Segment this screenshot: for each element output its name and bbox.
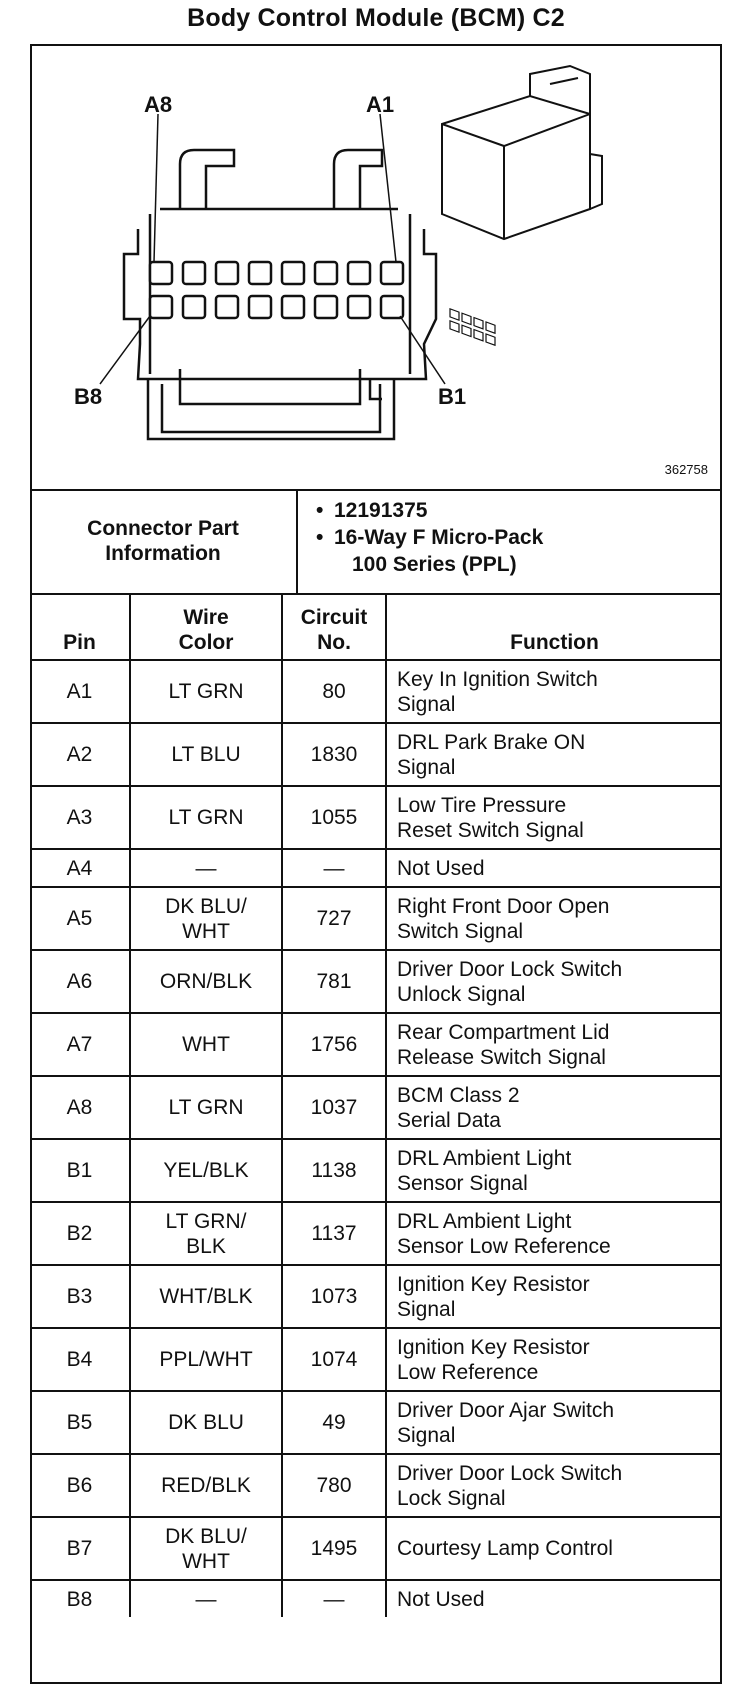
pin-cell-text: B2 (66, 1222, 93, 1245)
function-cell (386, 1265, 722, 1328)
function-cell-text: DRL Ambient Light (397, 1146, 572, 1170)
circuit-cell-text: 781 (316, 970, 352, 993)
circuit-cell-text: 727 (316, 907, 352, 930)
pin-cell-text: A6 (66, 970, 93, 993)
wire-color-cell-text: — (195, 1587, 217, 1611)
function-cell-text: Driver Door Ajar Switch (397, 1398, 615, 1422)
pin-cell (30, 1265, 130, 1328)
pin-cell-text: B7 (66, 1537, 93, 1560)
circuit-cell (282, 1013, 386, 1076)
function-cell-text: Sensor Signal (397, 1171, 528, 1195)
pin-cell (30, 1013, 130, 1076)
table-row (30, 1580, 722, 1617)
wire-color-cell-text: BLK (186, 1234, 226, 1258)
page-title: Body Control Module (BCM) C2 (187, 4, 565, 32)
wire-color-cell-text: DK BLU (168, 1411, 244, 1434)
function-cell-text: Key In Ignition Switch (397, 667, 598, 691)
header-circuit-no: Circuit No. (282, 593, 386, 660)
pin-cell (30, 1580, 130, 1617)
function-cell-text: Switch Signal (397, 919, 524, 943)
function-cell-text: Ignition Key Resistor (397, 1335, 590, 1359)
circuit-cell (282, 1265, 386, 1328)
pin-cell (30, 887, 130, 950)
pin-label-a8: A8 (144, 92, 173, 117)
circuit-cell-text: 1138 (311, 1159, 357, 1182)
part-info-heading-line1: Connector Part (87, 517, 239, 540)
wire-color-cell-text: WHT (182, 1033, 230, 1056)
wire-color-cell-text: LT BLU (171, 743, 241, 766)
header-wire-color: Wire Color (130, 593, 282, 660)
function-cell-text: Right Front Door Open (397, 894, 610, 918)
function-cell (386, 950, 722, 1013)
wire-color-cell-text: LT GRN/ (165, 1209, 247, 1233)
function-cell (386, 1580, 722, 1617)
wire-color-cell-text: WHT (182, 919, 230, 943)
circuit-cell (282, 1580, 386, 1617)
pin-cell (30, 786, 130, 849)
table-row (30, 1013, 722, 1076)
wire-color-cell (130, 786, 282, 849)
function-cell-text: Signal (397, 692, 456, 716)
function-cell-text: Not Used (397, 1587, 485, 1611)
wire-color-cell (130, 1076, 282, 1139)
function-cell-text: Rear Compartment Lid (397, 1020, 610, 1044)
function-cell-text: Ignition Key Resistor (397, 1272, 590, 1296)
wire-color-cell-text: — (195, 856, 217, 880)
pin-cell (30, 1454, 130, 1517)
circuit-cell-text: — (323, 856, 345, 880)
function-cell-text: Serial Data (397, 1108, 501, 1132)
circuit-cell (282, 849, 386, 887)
wire-color-cell (130, 1391, 282, 1454)
function-cell-text: Signal (397, 755, 456, 779)
table-row (30, 1202, 722, 1265)
pin-cell-text: B6 (66, 1474, 93, 1497)
function-cell (386, 849, 722, 887)
circuit-cell-text: 780 (316, 1474, 352, 1497)
table-row (30, 723, 722, 786)
circuit-cell (282, 786, 386, 849)
table-row (30, 887, 722, 950)
pin-cell-text: B3 (66, 1285, 93, 1308)
part-info-list (320, 497, 543, 578)
circuit-cell (282, 660, 386, 723)
function-cell-text: Driver Door Lock Switch (397, 1461, 623, 1485)
wire-color-cell (130, 1328, 282, 1391)
part-number: • 12191375 (320, 497, 543, 524)
part-info-heading-line2: Information (105, 542, 221, 565)
function-cell-text: Release Switch Signal (397, 1045, 606, 1069)
function-cell (386, 1517, 722, 1580)
function-cell (386, 1391, 722, 1454)
circuit-cell-text: 1073 (310, 1285, 358, 1308)
function-cell-text: Low Reference (397, 1360, 539, 1384)
pin-cell-text: B8 (66, 1587, 93, 1611)
circuit-cell-text: 1137 (311, 1222, 357, 1245)
wire-color-cell (130, 849, 282, 887)
table-row (30, 1265, 722, 1328)
circuit-cell-text: 1756 (310, 1033, 358, 1056)
table-row (30, 1454, 722, 1517)
circuit-cell (282, 1454, 386, 1517)
wire-color-cell-text: WHT (182, 1549, 230, 1573)
circuit-cell (282, 1076, 386, 1139)
function-cell-text: Low Tire Pressure (397, 793, 567, 817)
pin-cell (30, 1328, 130, 1391)
circuit-cell-text: 1830 (310, 743, 358, 766)
circuit-cell (282, 1328, 386, 1391)
circuit-cell (282, 1517, 386, 1580)
function-cell (386, 1454, 722, 1517)
table-row (30, 660, 722, 723)
circuit-cell (282, 1391, 386, 1454)
wire-color-cell (130, 1202, 282, 1265)
function-cell (386, 1139, 722, 1202)
circuit-cell-text: 1055 (310, 806, 358, 829)
function-cell-text: Signal (397, 1297, 456, 1321)
function-cell-text: Lock Signal (397, 1486, 506, 1510)
connector-part-info (30, 489, 722, 593)
pin-cell (30, 1139, 130, 1202)
circuit-cell-text: 1074 (310, 1348, 358, 1371)
circuit-cell-text: — (323, 1587, 345, 1611)
wire-color-cell-text: RED/BLK (161, 1474, 251, 1497)
wire-color-cell-text: YEL/BLK (163, 1159, 249, 1182)
function-cell-text: Reset Switch Signal (397, 818, 584, 842)
pin-cell-text: A1 (66, 680, 93, 703)
circuit-cell (282, 723, 386, 786)
wire-color-cell-text: LT GRN (168, 806, 244, 829)
table-row (30, 1076, 722, 1139)
pin-table (30, 593, 722, 1617)
table-row (30, 950, 722, 1013)
pin-cell-text: B1 (66, 1159, 93, 1182)
wire-color-cell (130, 1580, 282, 1617)
circuit-cell (282, 887, 386, 950)
function-cell-text: DRL Ambient Light (397, 1209, 572, 1233)
function-cell (386, 660, 722, 723)
wire-color-cell (130, 1517, 282, 1580)
connector-diagram (30, 44, 722, 489)
circuit-cell-text: 80 (322, 680, 346, 703)
circuit-cell-text: 1495 (310, 1537, 358, 1560)
wire-color-cell (130, 950, 282, 1013)
header-function: Function (386, 593, 722, 660)
pin-cell (30, 1076, 130, 1139)
pin-cell-text: A2 (66, 743, 93, 766)
wire-color-cell-text: PPL/WHT (159, 1348, 253, 1371)
wire-color-cell-text: LT GRN (168, 680, 244, 703)
table-row (30, 1391, 722, 1454)
pin-cell-text: B4 (66, 1348, 93, 1371)
connector-type: • 16-Way F Micro-Pack (320, 524, 543, 551)
pin-cell-text: A8 (66, 1096, 93, 1119)
function-cell (386, 1076, 722, 1139)
pin-cell-text: A5 (66, 907, 93, 930)
connector-series: 100 Series (PPL) (352, 553, 517, 576)
function-cell-text: Not Used (397, 856, 485, 880)
pin-cell-text: A3 (66, 806, 93, 829)
wire-color-cell-text: DK BLU/ (165, 894, 247, 918)
function-cell-text: Courtesy Lamp Control (397, 1537, 613, 1560)
function-cell (386, 1202, 722, 1265)
function-cell (386, 786, 722, 849)
table-row (30, 786, 722, 849)
pin-cell (30, 1391, 130, 1454)
wire-color-cell (130, 1265, 282, 1328)
function-cell (386, 1328, 722, 1391)
function-cell-text: Unlock Signal (397, 982, 526, 1006)
table-row (30, 1517, 722, 1580)
function-cell (386, 723, 722, 786)
function-cell-text: BCM Class 2 (397, 1083, 520, 1107)
table-row (30, 849, 722, 887)
wire-color-cell (130, 723, 282, 786)
pin-cell (30, 849, 130, 887)
pin-cell (30, 723, 130, 786)
pin-label-a1: A1 (366, 92, 395, 117)
circuit-cell (282, 950, 386, 1013)
pin-label-b1: B1 (438, 384, 467, 409)
table-row (30, 1328, 722, 1391)
header-pin: Pin (30, 593, 130, 660)
table-row (30, 1139, 722, 1202)
circuit-cell-text: 49 (322, 1411, 346, 1434)
circuit-cell (282, 1139, 386, 1202)
part-info-heading (30, 489, 298, 593)
wire-color-cell-text: WHT/BLK (159, 1285, 253, 1308)
wire-color-cell-text: LT GRN (168, 1096, 244, 1119)
wire-color-cell (130, 1139, 282, 1202)
function-cell (386, 887, 722, 950)
pin-cell-text: B5 (66, 1411, 93, 1434)
wire-color-cell (130, 887, 282, 950)
pin-cell (30, 950, 130, 1013)
figure-number: 362758 (664, 462, 708, 477)
pin-cell (30, 1202, 130, 1265)
function-cell-text: Sensor Low Reference (397, 1234, 611, 1258)
function-cell-text: Driver Door Lock Switch (397, 957, 623, 981)
table-header-row (30, 593, 722, 660)
circuit-cell-text: 1037 (310, 1096, 358, 1119)
circuit-cell (282, 1202, 386, 1265)
wire-color-cell (130, 1013, 282, 1076)
pin-cell-text: A4 (66, 856, 93, 880)
wire-color-cell (130, 660, 282, 723)
function-cell-text: DRL Park Brake ON (397, 730, 586, 754)
pin-cell (30, 1517, 130, 1580)
pin-label-b8: B8 (74, 384, 103, 409)
pin-cell (30, 660, 130, 723)
wire-color-cell-text: DK BLU/ (165, 1524, 247, 1548)
wire-color-cell (130, 1454, 282, 1517)
pin-cell-text: A7 (66, 1033, 93, 1056)
function-cell (386, 1013, 722, 1076)
function-cell-text: Signal (397, 1423, 456, 1447)
wire-color-cell-text: ORN/BLK (159, 970, 253, 993)
